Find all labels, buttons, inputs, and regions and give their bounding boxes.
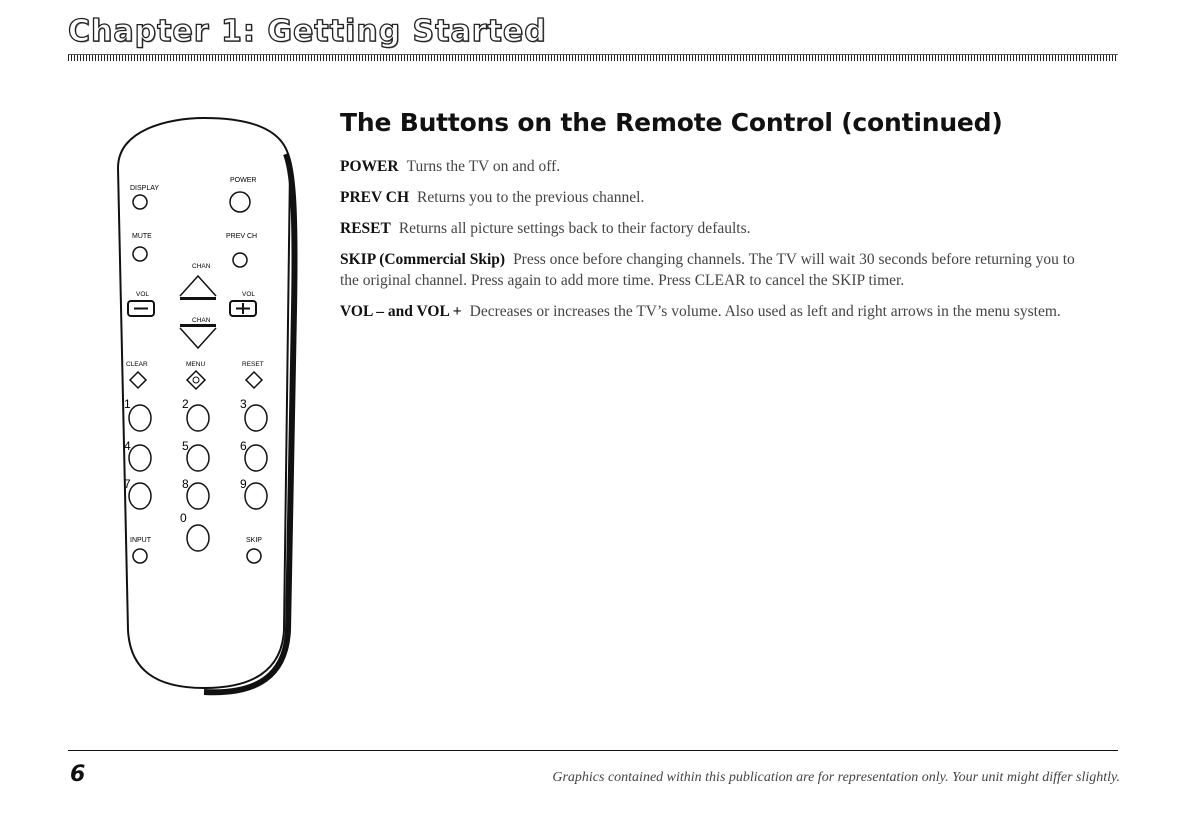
text-reset: Returns all picture settings back to their factory defaults.: [398, 220, 751, 237]
digit-7-button: [129, 483, 151, 509]
desc-reset: [340, 218, 1080, 239]
skip-button: [247, 549, 261, 563]
digit-3-label: 3: [240, 397, 247, 411]
vol-left-label: VOL: [136, 291, 150, 298]
mute-button: [133, 247, 147, 261]
digit-9-label: 9: [240, 477, 247, 491]
desc-skip: [340, 249, 1080, 291]
digit-8-label: 8: [182, 477, 189, 491]
chan-up-bar: [180, 297, 216, 300]
desc-power: [340, 156, 1080, 177]
button-descriptions: [340, 156, 1080, 332]
prev-ch-button: [233, 253, 247, 267]
term-prev-ch: PREV CH: [340, 189, 410, 206]
vol-right-label: VOL: [242, 291, 256, 298]
chan-up-label: CHAN: [192, 263, 211, 270]
chan-down-bar: [180, 324, 216, 327]
digit-5-button: [187, 445, 209, 471]
power-button: [230, 192, 250, 212]
input-label: INPUT: [130, 537, 151, 544]
digit-6-label: 6: [240, 439, 247, 453]
chan-down-label: CHAN: [192, 317, 211, 324]
digit-0-button: [187, 525, 209, 551]
text-skip: Press once before changing channels. The TV will wait 30 seconds before returning you to the original channel. Press again to add more time. Press CLEAR to cancel the SKIP timer.: [340, 251, 1075, 289]
text-power: Turns the TV on and off.: [406, 158, 561, 175]
page-number: 6: [70, 762, 86, 787]
digit-1-label: 1: [124, 397, 131, 411]
digit-4-label: 4: [124, 439, 131, 453]
input-button: [133, 549, 147, 563]
remote-control-illustration: [108, 110, 300, 700]
skip-label: SKIP: [246, 537, 262, 544]
digit-2-label: 2: [182, 397, 189, 411]
desc-prev-ch: [340, 187, 1080, 208]
chapter-rule: [68, 54, 1118, 61]
digit-2-button: [187, 405, 209, 431]
term-reset: RESET: [340, 220, 391, 237]
mute-label: MUTE: [132, 233, 152, 240]
display-button: [133, 195, 147, 209]
prev-ch-label: PREV CH: [226, 233, 258, 240]
reset-label: RESET: [242, 361, 264, 368]
digit-7-label: 7: [124, 477, 131, 491]
digit-8-button: [187, 483, 209, 509]
clear-label: CLEAR: [126, 361, 148, 368]
digit-4-button: [129, 445, 151, 471]
digit-6-button: [245, 445, 267, 471]
term-power: POWER: [340, 158, 399, 175]
digit-9-button: [245, 483, 267, 509]
power-label: POWER: [230, 177, 257, 184]
menu-label: MENU: [186, 361, 206, 368]
text-prev-ch: Returns you to the previous channel.: [417, 189, 645, 206]
digit-0-label: 0: [180, 511, 187, 525]
footer-note: Graphics contained within this publication are for representation only. Your unit might differ slightly.: [552, 770, 1120, 785]
section-heading: The Buttons on the Remote Control (continued): [340, 108, 1003, 137]
digit-3-button: [245, 405, 267, 431]
desc-vol: [340, 301, 1080, 322]
display-label: DISPLAY: [130, 185, 160, 192]
text-vol: Decreases or increases the TV’s volume. Also used as left and right arrows in the menu system.: [469, 303, 1061, 320]
term-vol: VOL – and VOL +: [340, 303, 462, 320]
chapter-title: Chapter 1: Getting Started: [68, 14, 547, 49]
digit-1-button: [129, 405, 151, 431]
footer-rule: [68, 750, 1118, 751]
digit-5-label: 5: [182, 439, 189, 453]
term-skip: SKIP (Commercial Skip): [340, 251, 506, 268]
